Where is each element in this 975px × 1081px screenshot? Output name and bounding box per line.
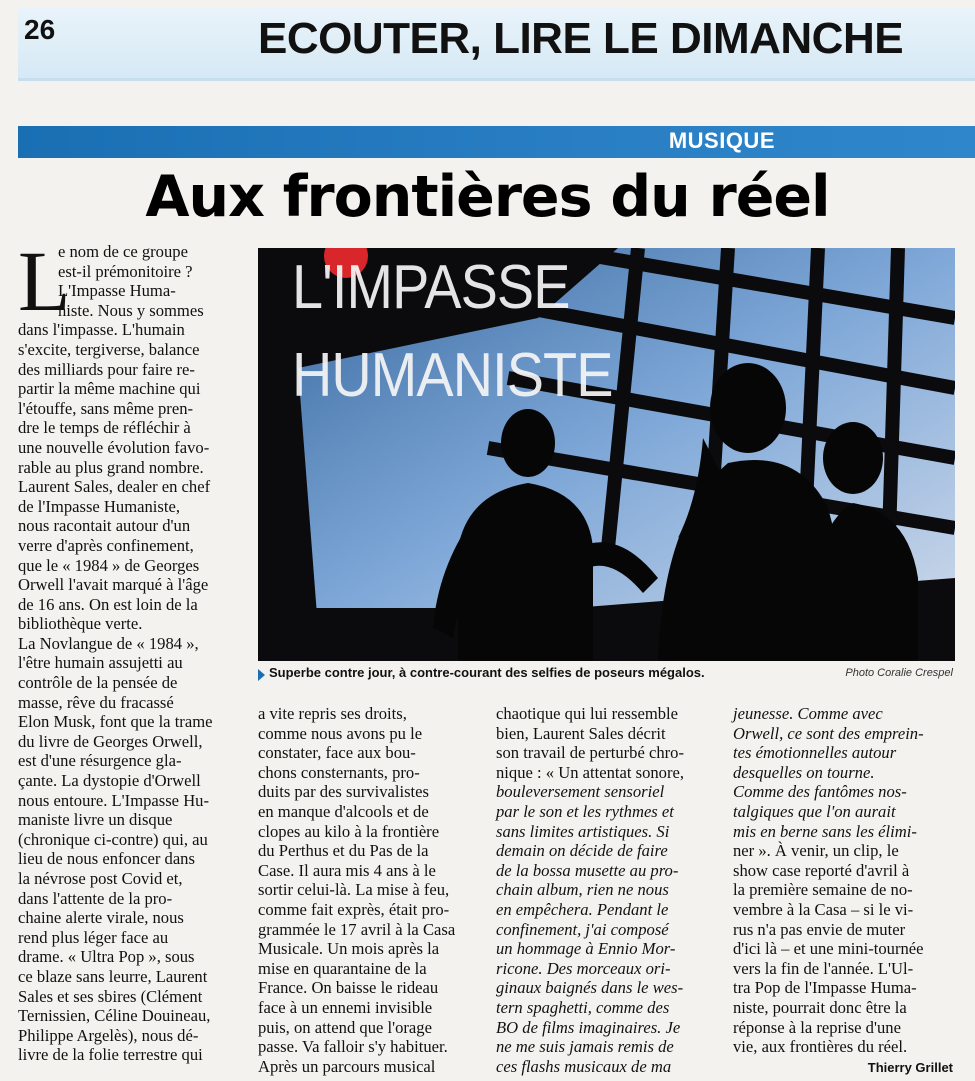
photo-overlay-band-name-line1: L'IMPASSE — [292, 253, 570, 322]
article-text-line: tra Pop de l'Impasse Huma- — [733, 978, 917, 998]
article-text-line: en empêchera. Pendant le — [496, 899, 669, 919]
article-text-line: mis en berne sans les élimi- — [733, 821, 917, 841]
article-text-line: la névrose post Covid et, — [18, 869, 183, 888]
article-text-line: rend plus léger face au — [18, 927, 169, 947]
rubric-bar — [18, 126, 975, 158]
article-text-line: la première semaine de no- — [733, 880, 913, 900]
article-text-line: Comme des fantômes nos- — [733, 782, 907, 802]
photo-caption: Superbe contre jour, à contre-courant des selfies de poseurs mégalos. — [269, 665, 705, 680]
article-text-line: France. On baisse le rideau — [258, 978, 439, 998]
section-title: ECOUTER, LIRE LE DIMANCHE — [258, 14, 904, 63]
article-text-line: l'être humain assujetti au — [18, 653, 183, 673]
article-text-line: Orwell, ce sont des emprein- — [733, 723, 924, 743]
article-text-line: comme fait exprès, était pro- — [258, 899, 450, 919]
photo-credit: Photo Coralie Crespel — [845, 667, 953, 679]
article-text-line: constater, face aux bou- — [258, 743, 416, 763]
article-text-line: masse, rêve du fracassé — [18, 692, 174, 712]
article-text-line: Elon Musk, font que la trame — [18, 712, 213, 732]
article-text-line: une nouvelle évolution favo- — [18, 437, 210, 457]
article-text-line: bien, Laurent Sales décrit — [496, 723, 666, 743]
article-text-line: son travail de perturbé chro- — [496, 743, 684, 763]
article-text-line: grammée le 17 avril à la Casa — [258, 919, 456, 939]
article-text-line: demain on décide de faire — [496, 841, 668, 861]
article-text-line: vie, aux frontières du réel. — [733, 1037, 908, 1057]
article-text-line: nous entoure. L'Impasse Hu- — [18, 790, 210, 810]
article-text-line: La Novlangue de « 1984 », — [18, 633, 199, 653]
article-text-line: lieu de nous enfoncer dans — [18, 849, 195, 869]
article-text-line: ginaux baignés dans le wes- — [496, 978, 684, 998]
article-text-line: Orwell l'avait marqué à l'âge — [18, 575, 209, 595]
article-text-line: sortir celui-là. La mise à feu, — [258, 880, 450, 900]
article-text-line: s'excite, tergiverse, balance — [18, 339, 200, 359]
drop-cap: L — [18, 233, 71, 329]
article-text-line: show case reporté d'avril à — [733, 860, 910, 880]
article-text-line: d'ici là – et une mini-tournée — [733, 939, 924, 959]
article-text-line: BO de films imaginaires. Je — [496, 1017, 681, 1037]
article-text-line: de l'Impasse Humaniste, — [18, 496, 180, 516]
article-text-line: comme nous avons pu le — [258, 723, 423, 743]
article-byline: Thierry Grillet — [867, 1060, 953, 1075]
article-text-line: confinement, j'ai composé — [496, 919, 669, 939]
article-text-line: maniste livre un disque — [18, 810, 173, 830]
article-text-line: niste. Nous y sommes — [58, 300, 204, 320]
article-text-line: vembre à la Casa – si le vi- — [733, 899, 914, 919]
article-text-line: jeunesse. Comme avec — [733, 704, 883, 723]
article-text-line: Après un parcours musical — [258, 1056, 436, 1076]
page-number: 26 — [24, 14, 56, 45]
article-text-line: çante. La dystopie d'Orwell — [18, 771, 201, 791]
article-text-line: Philippe Argelès), nous dé- — [18, 1025, 199, 1045]
article-text-line: ces flashs musicaux de ma — [496, 1056, 672, 1076]
article-column-2 — [258, 704, 483, 1076]
article-text-line: l'étouffe, sans même pren- — [18, 398, 194, 418]
article-text-line: bouleversement sensoriel — [496, 782, 665, 802]
article-text-line: du Perthus et du Pas de la — [258, 841, 429, 861]
article-text-line: Musicale. Un mois après la — [258, 939, 440, 959]
article-text-line: bibliothèque verte. — [18, 614, 143, 634]
article-text-line: Laurent Sales, dealer en chef — [18, 477, 211, 497]
article-text-line: L'Impasse Huma- — [58, 281, 176, 301]
article-text-line: contrôle de la pensée de — [18, 673, 178, 693]
article-text-line: partir la même machine qui — [18, 379, 201, 399]
article-text-line: chain album, rien ne nous — [496, 880, 669, 900]
article-text-line: talgiques que l'on aurait — [733, 801, 896, 821]
article-text-line: est d'une résurgence gla- — [18, 751, 182, 771]
article-text-line: dans l'impasse. L'humain — [18, 320, 185, 340]
article-text-line: ce blaze sans leurre, Laurent — [18, 966, 208, 986]
article-text-line: Sales et ses sbires (Clément — [18, 986, 203, 1006]
article-text-line: sans limites artistiques. Si — [496, 821, 670, 841]
article-text-line: drame. « Ultra Pop », sous — [18, 947, 195, 967]
caption-arrow-icon — [258, 669, 265, 681]
article-text-line: de 16 ans. On est loin de la — [18, 594, 198, 614]
article-text-line: mise en quarantaine de la — [258, 958, 427, 978]
article-text-line: rable au plus grand nombre. — [18, 457, 204, 477]
article-text-line: que le « 1984 » de Georges — [18, 555, 200, 575]
article-text-line: niste, pourrait donc être la — [733, 997, 907, 1017]
article-text-line: est-il prémonitoire ? — [58, 261, 193, 281]
article-text-line: dans l'attente de la pro- — [18, 888, 173, 908]
article-text-line: du livre de Georges Orwell, — [18, 731, 203, 751]
article-text-line: de la bossa musette au pro- — [496, 860, 679, 880]
article-text-line: chaine alerte virale, nous — [18, 908, 184, 928]
article-text-line: rus n'a pas envie de muter — [733, 919, 906, 939]
rubric-label: MUSIQUE — [668, 128, 775, 153]
article-text-line: nique : « Un attentat sonore, — [496, 762, 685, 782]
article-text-line: chons consternants, pro- — [258, 762, 420, 782]
article-text-line: passe. Va falloir s'y habituer. — [258, 1037, 448, 1057]
article-column-4 — [733, 704, 955, 1057]
article-column-1 — [18, 233, 248, 1065]
article-text-line: un hommage à Ennio Mor- — [496, 939, 676, 959]
photo-overlay-band-name-line2: HUMANISTE — [292, 341, 613, 410]
article-headline: Aux frontières du réel — [145, 164, 830, 230]
article-text-line: verre d'après confinement, — [18, 535, 194, 555]
article-text-line: face à un ennemi invisible — [258, 997, 433, 1017]
article-text-line: a vite repris ses droits, — [258, 704, 407, 723]
article-text-line: e nom de ce groupe — [58, 242, 188, 261]
article-text-line: puis, on attend que l'orage — [258, 1017, 432, 1037]
article-text-line: desquelles on tourne. — [733, 762, 875, 782]
article-text-line: Ternissien, Céline Douineau, — [18, 1006, 211, 1026]
article-text-line: réponse à la reprise d'une — [733, 1017, 901, 1037]
article-text-line: ricone. Des morceaux ori- — [496, 958, 671, 978]
article-text-line: ner ». À venir, un clip, le — [733, 841, 899, 861]
article-column-3 — [496, 704, 719, 1076]
article-text-line: duits par des survivalistes — [258, 782, 429, 802]
article-text-line: Case. Il aura mis 4 ans à le — [258, 860, 436, 880]
article-text-line: des milliards pour faire re- — [18, 359, 195, 379]
article-text-line: livre de la folie terrestre qui — [18, 1045, 203, 1065]
article-text-line: clopes au kilo à la frontière — [258, 821, 440, 841]
article-text-line: chaotique qui lui ressemble — [496, 704, 679, 723]
article-text-line: nous racontait autour d'un — [18, 516, 191, 536]
article-text-line: tern spaghetti, comme des — [496, 997, 670, 1017]
article-text-line: en manque d'alcools et de — [258, 801, 429, 821]
article-text-line: par le son et les rythmes et — [496, 801, 674, 821]
article-text-line: dre le temps de réfléchir à — [18, 418, 191, 438]
article-text-line: vers la fin de l'année. L'Ul- — [733, 958, 914, 978]
article-text-line: (chronique ci-contre) qui, au — [18, 829, 208, 849]
article-text-line: ne me suis jamais remis de — [496, 1037, 674, 1057]
article-text-line: tes émotionnelles autour — [733, 743, 897, 763]
